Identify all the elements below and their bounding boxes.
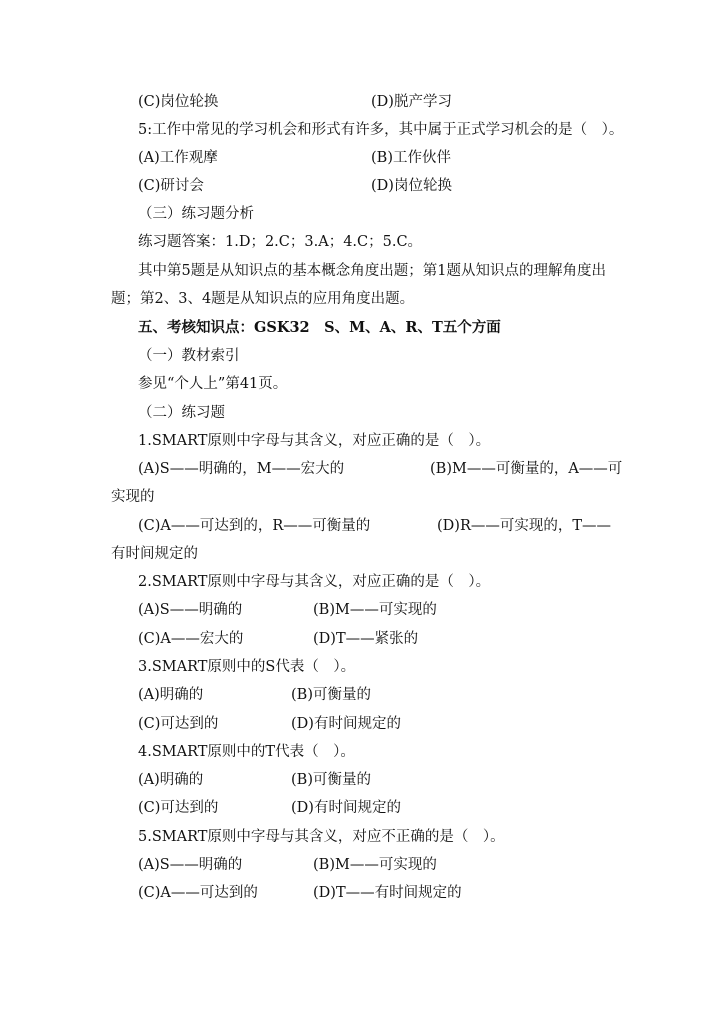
q5-option-d: (D)T——有时间规定的 [313, 885, 462, 901]
q5-option-b: (B)M——可实现的 [313, 857, 437, 873]
exercise-answers: 练习题答案：1.D；2.C；3.A；4.C；5.C。 [138, 234, 423, 250]
question-1: 1.SMART原则中字母与其含义，对应正确的是（ ）。 [138, 433, 491, 449]
analysis-paragraph-line-1: 其中第5题是从知识点的基本概念角度出题；第1题从知识点的理解角度出 [138, 263, 606, 279]
option-b-work-partner: (B)工作伙伴 [371, 150, 451, 166]
q1-option-b-continued: 实现的 [111, 489, 155, 505]
q3-option-c: (C)可达到的 [138, 716, 219, 732]
question-3: 3.SMART原则中的S代表（ ）。 [138, 659, 356, 675]
q5-option-a: (A)S——明确的 [138, 857, 243, 873]
q2-option-d: (D)T——紧张的 [313, 631, 419, 647]
q4-option-a: (A)明确的 [138, 772, 204, 788]
q1-option-d: (D)R——可实现的，T—— [437, 518, 612, 534]
analysis-paragraph-line-2: 题；第2、3、4题是从知识点的应用角度出题。 [111, 291, 415, 307]
q1-option-b: (B)M——可衡量的，A——可 [430, 461, 623, 477]
q5-option-c: (C)A——可达到的 [138, 885, 258, 901]
question-4: 4.SMART原则中的T代表（ ）。 [138, 744, 355, 760]
q4-option-c: (C)可达到的 [138, 800, 219, 816]
q4-option-b: (B)可衡量的 [291, 772, 371, 788]
option-d-job-rotation: (D)岗位轮换 [371, 178, 452, 194]
q2-option-b: (B)M——可实现的 [313, 602, 437, 618]
knowledge-point-heading: 五、考核知识点：GSK32 S、M、A、R、T五个方面 [138, 319, 501, 336]
q3-option-b: (B)可衡量的 [291, 687, 371, 703]
question-5-formal-learning: 5:工作中常见的学习机会和形式有许多，其中属于正式学习机会的是（ ）。 [138, 122, 624, 138]
q1-option-d-continued: 有时间规定的 [111, 546, 198, 562]
textbook-reference: 参见“个人上”第41页。 [138, 376, 288, 392]
section-exercises: （二）练习题 [138, 405, 225, 421]
q2-option-c: (C)A——宏大的 [138, 631, 244, 647]
q1-option-c: (C)A——可达到的，R——可衡量的 [138, 518, 371, 534]
q4-option-d: (D)有时间规定的 [291, 800, 401, 816]
q2-option-a: (A)S——明确的 [138, 602, 243, 618]
q3-option-a: (A)明确的 [138, 687, 204, 703]
q1-option-a: (A)S——明确的，M——宏大的 [138, 461, 345, 477]
section-textbook-index: （一）教材索引 [138, 348, 240, 364]
q3-option-d: (D)有时间规定的 [291, 716, 401, 732]
option-a-job-shadowing: (A)工作观摩 [138, 150, 218, 166]
section-exercise-analysis: （三）练习题分析 [138, 206, 254, 222]
option-c-job-rotation: (C)岗位轮换 [138, 94, 219, 110]
option-c-seminar: (C)研讨会 [138, 178, 204, 194]
option-d-offjob-study: (D)脱产学习 [371, 94, 452, 110]
question-5: 5.SMART原则中字母与其含义，对应不正确的是（ ）。 [138, 829, 505, 845]
question-2: 2.SMART原则中字母与其含义，对应正确的是（ ）。 [138, 574, 491, 590]
